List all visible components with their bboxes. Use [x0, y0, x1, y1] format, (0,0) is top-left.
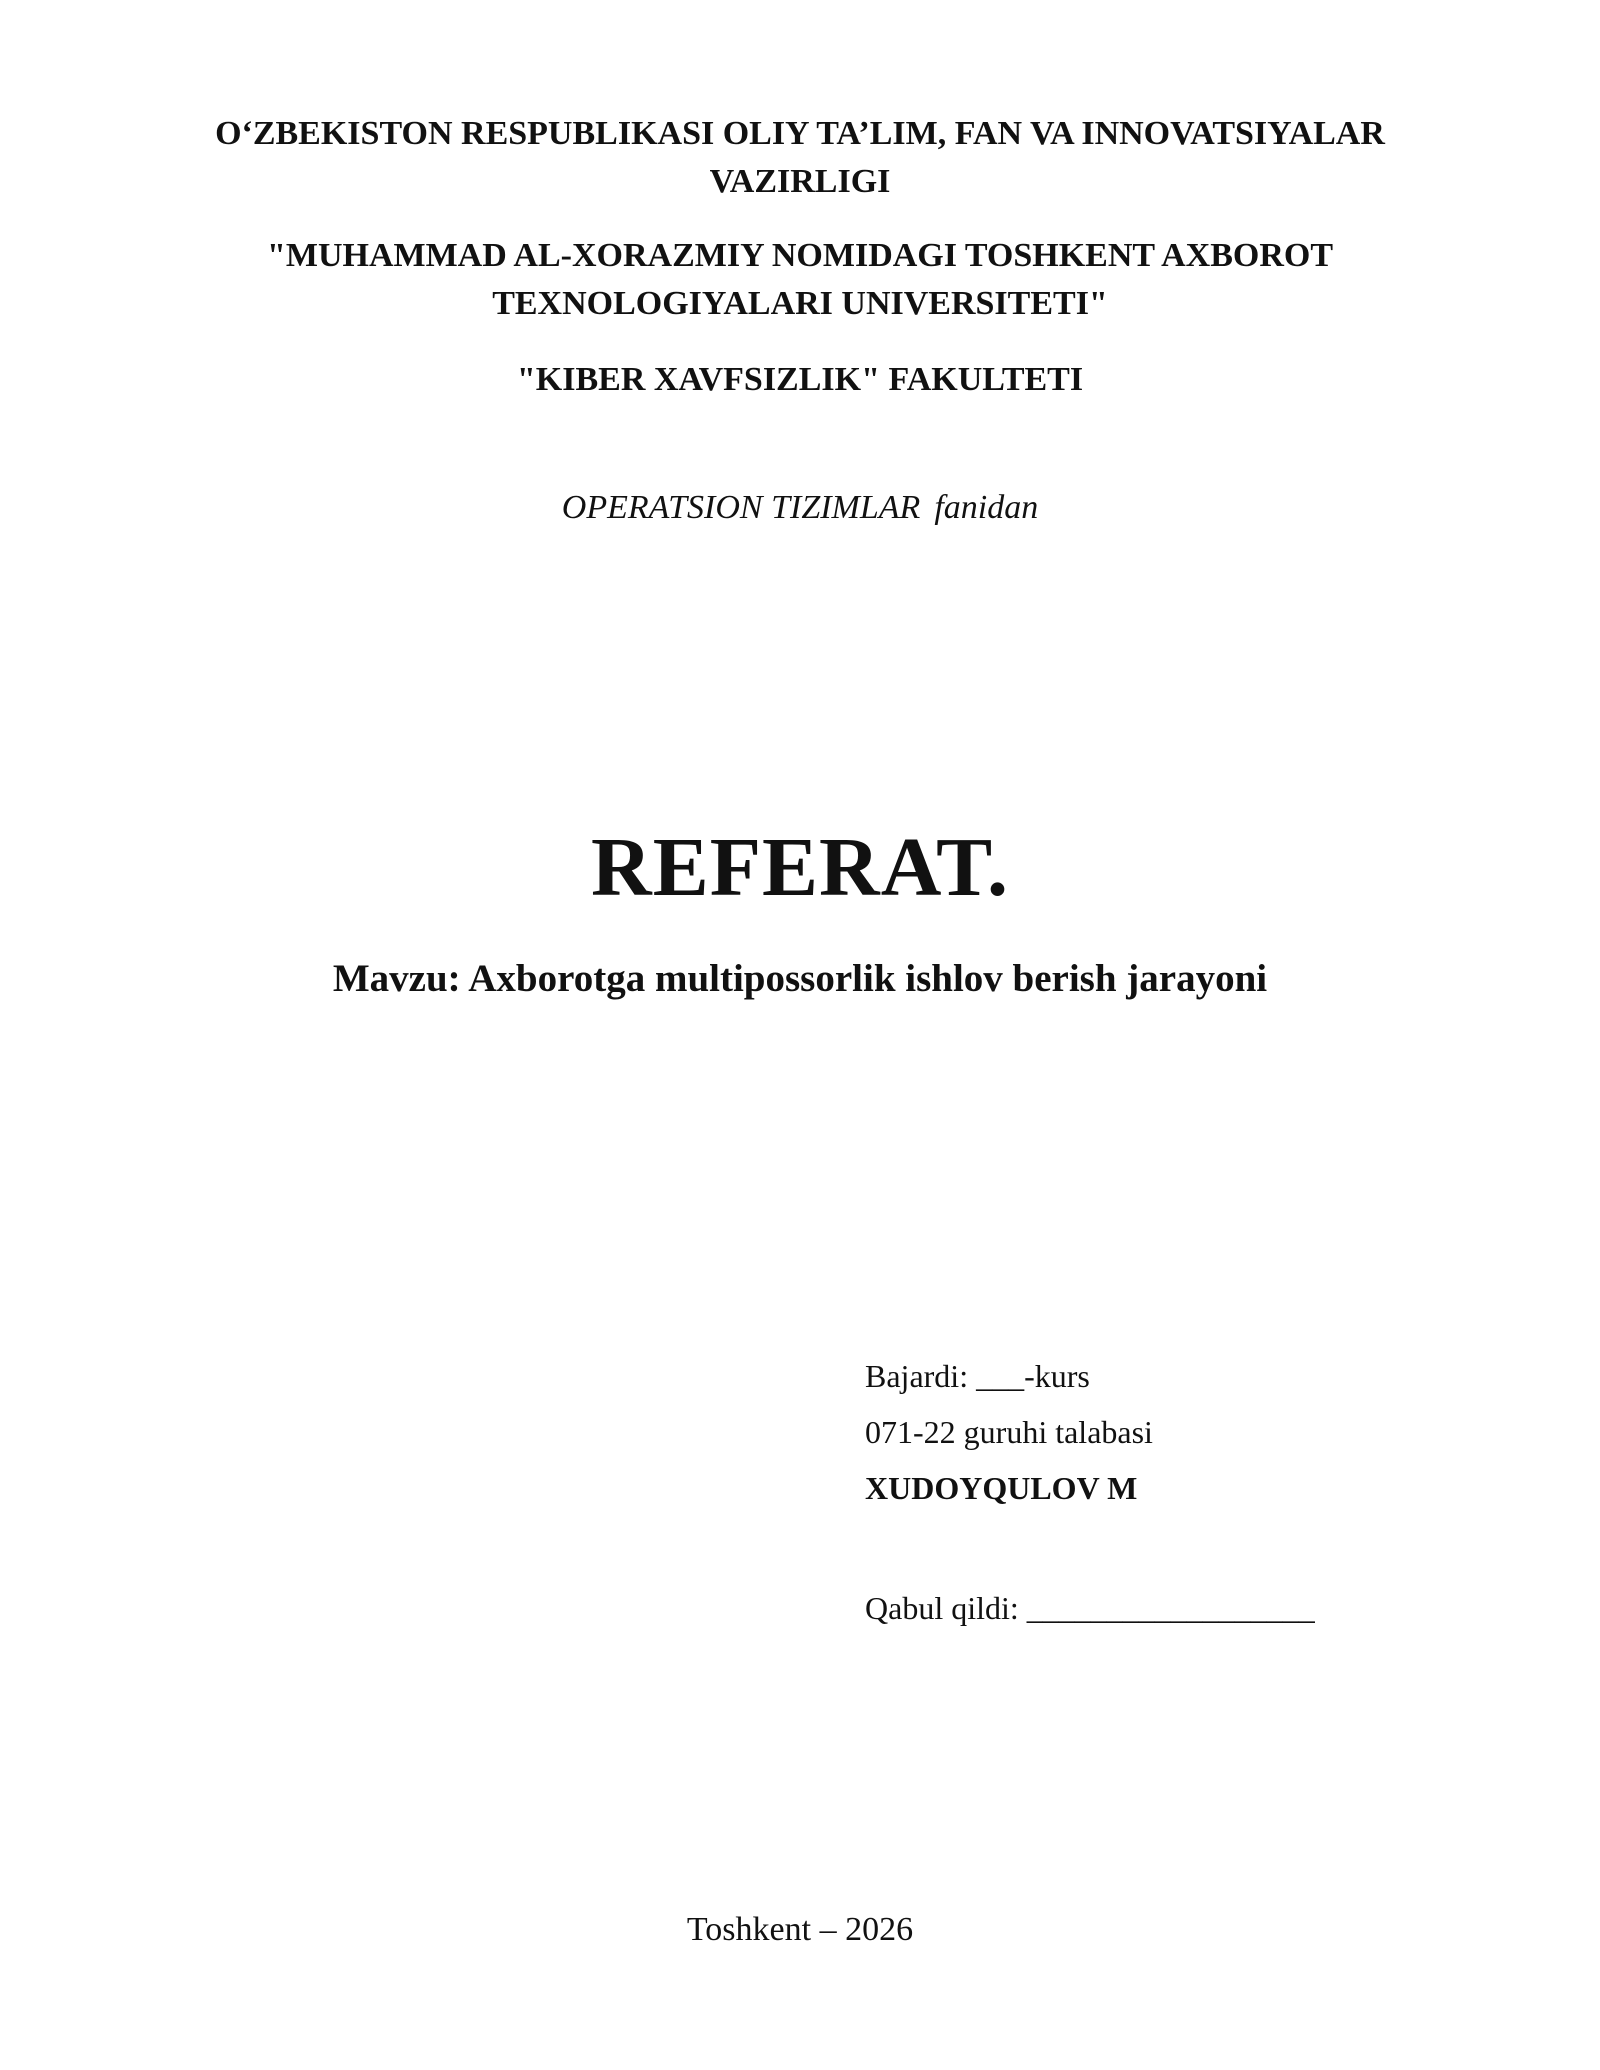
accepted-by-line: Qabul qildi: __________________	[865, 1590, 1315, 1626]
subject-line	[100, 484, 1500, 532]
city-year: Toshkent – 2026	[686, 1911, 914, 1948]
document-topic: Mavzu: Axborotga multipossorlik ishlov berish jarayoni	[332, 957, 1268, 1000]
student-name: XUDOYQULOV M	[865, 1470, 1138, 1506]
university-line-1: "MUHAMMAD AL-XORAZMIY NOMIDAGI TOSHKENT AXBOROT	[266, 237, 1334, 274]
university-heading	[100, 232, 1500, 328]
done-by-line: Bajardi: ___-kurs	[865, 1358, 1090, 1394]
faculty-heading: "KIBER XAVFSIZLIK" FAKULTETI	[516, 361, 1084, 398]
ministry-heading	[100, 110, 1500, 206]
ministry-line-1: O‘ZBEKISTON RESPUBLIKASI OLIY TA’LIM, FAN VA INNOVATSIYALAR	[215, 115, 1385, 152]
subject-name: OPERATSION TIZIMLAR	[561, 489, 921, 526]
subject-suffix: fanidan	[934, 489, 1039, 526]
document-title: REFERAT.	[591, 821, 1009, 914]
student-group: 071-22 guruhi talabasi	[865, 1414, 1153, 1450]
university-line-2: TEXNOLOGIYALARI UNIVERSITETI"	[492, 285, 1108, 322]
ministry-line-2: VAZIRLIGI	[709, 163, 891, 200]
